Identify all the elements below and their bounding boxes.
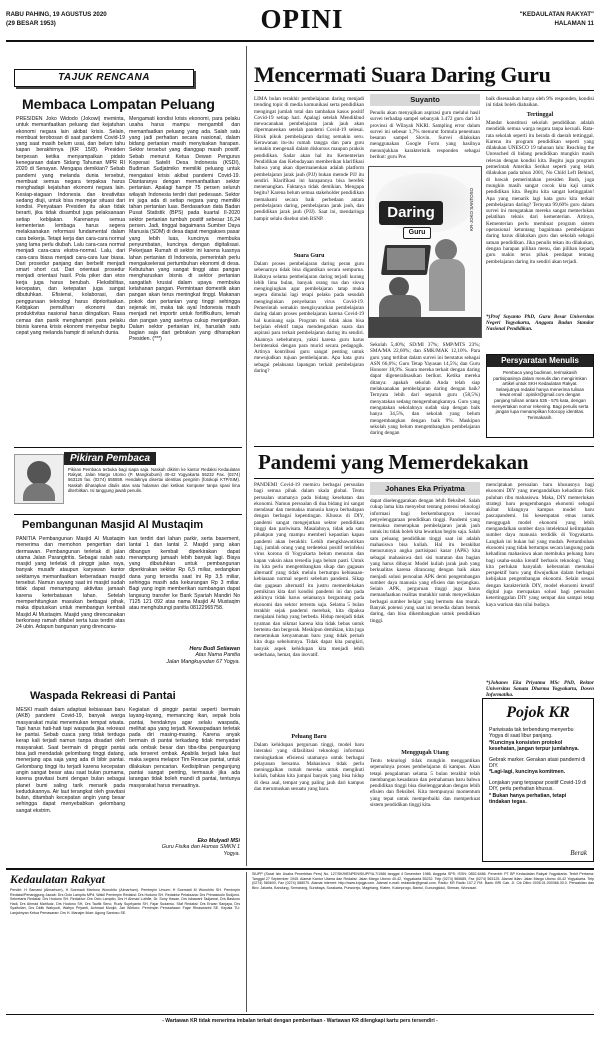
- footer-logo: Kedaulatan Rakyat: [10, 872, 106, 886]
- guru-label: Guru: [408, 229, 426, 236]
- pandemi-col2: dapat diselenggarakan dengan lebih fleksibel. Salah cukup lama kita menyebut tentang potensi teknologi informasi bagi berkembangnya inovasi penyelenggaraan pendidikan tinggi. Pandemi yang memaksa menerapkan pembelajaran jarak jauh untuk itu tidak boleh kita lewatkan begitu saja. Salah satu peluang pendidikan tinggi saat ini adalah mahasiswa bisa kuliah. Hal itu berakibat menurunnya angka partisipasi kasar (APK) kita sebagai mahasiswa dari sisi tuntutan dan bagian yang harus dibayar. Model kuliah jarak jauh yang berkualitas karena dirancang dengan baik akan menjadi solusi persoalan APK demi pengembangan sumber daya manusia yang efisien dan terjangkau. Selain APK, perguruan tinggi juga harus memanfaatkan realitas mutakhir untuk menyediakan berbagai sumber belajar yang bermutu dan murah. Banyak potensi yang saat ini tersedia dalam bentuk daring, dan bisa dikembangkan untuk pendidikan tinggi.: [370, 498, 480, 624]
- pojok-item2: Gebrak marker. Gerakan atasi pandemi di DIY.: [489, 756, 586, 770]
- masjid-col2: kan terdiri dari lahan parkir, serta basement, lantai 1 dan lantai 2. Masjid yang akan dibangun kembali diperkirakan dapat menampung jamaah lebih banyak lagi. Biaya yang dibutuhkan untuk pembangunan diperkirakan sekitar Rp 6,5 miliar, sedangkan dana yang tersedia saat ini Rp 3,5 miliar, sehingga masih ada kekurangan Rp 3 miliar. Bagi yang ingin memberikan sumbangan dapat langsung transfer ke Bank Syariah Mandiri No 7125 121 092 atas nama Masjid Al Mustaqim atau menghubungi panitia 08122965758.: [129, 536, 240, 612]
- persyaratan-box: [486, 354, 594, 438]
- footer-bottom-rule: [6, 1014, 594, 1015]
- daring-label: Daring: [387, 204, 435, 221]
- reader-icon: [27, 461, 51, 485]
- pojok-content: [489, 727, 587, 805]
- pojok-item2-comment: *Lagi-lagi, kuncinya komitmen.: [489, 769, 566, 776]
- pandemi-col2b: Tentu teknologi tidak mungkin menggantikan sepenuhnya proses pembelajaran di kampus. Akan tetapi pengalaman selama 5 bulan terakhir telah membangun kesadaran dan pemahaman baru bahwa pendidikan tinggi bisa diselenggarakan dengan lebih efisien dan fleksibel. Kita mempunyai momentum yang tepat untuk memperbaiki dan memperkuat sistem pendidikan tinggi kita.: [370, 758, 480, 809]
- pandemi-sub2: Menggugah Utang: [401, 750, 449, 756]
- tajuk-header-box: [14, 69, 194, 87]
- masthead: [6, 4, 594, 38]
- masjid-sig-name: Heru Budi Setiawan: [189, 646, 240, 652]
- pandemi-col1b: Dalam kehidupan perguruan tinggi, model baru interaksi yang difasilitasi teknologi informasi meningkatkan efisiensi utamanya untuk berbagai pelayanan bersama. Mahasiswa tidak perlu meninggalkan rumah mereka untuk mengikuti kuliah, bahkan kita jumpai banyak yang bisa hidup di desa asal, tempat yang paling jauh dari kampus dan merumuskan sesuatu yang baru.: [254, 742, 364, 793]
- waspada-col2: Kegiatan di pinggir pantai seperti bermain layang-layang, memancing ikan, sepak bola pantai, hendaknya agar selalu waspada, melihat apa yang terjadi. Kewaspadaan terletak pada diri masing-masing. Karena anyak bermain di pantai terkadang tidak menyadari ada ombak besar dan tiba-tiba penguunjung ada terseret ombak. Apabila terjadi laka laut maka segera melapor Tim Rescue pantai, untuk dilakukan pencarian. Kedisiplinan pengunjung pantai sangat penting, termasuk jika ada larangan tidak boleh mandi di pantai, tentunya masyarakat harus menaatinya.: [129, 707, 240, 789]
- waspada-sig-name: Eko Mulyadi MSi: [197, 838, 240, 844]
- waspada-sig-role: Guru Fisika dan Humas SMKN 1: [161, 844, 240, 851]
- guru-author: Suyanto: [410, 95, 440, 104]
- tajuk-col1: PRESIDEN Joko Widodo (Jokowi) meminta, untuk memanfaatkan peluang dari kejatuhan ekonomi negara lain akibat krisis. Selain, membuat terobosan di saat pandemi Covid-19 yang saat masih belum usai, dan belum tahu kapan berakhirnya (KR 15/8). Presiden berpesan ketika menyampaikan pidato kenegaraan dalam Sidang Tahunan MPR RI 2020 di Senayan. Mengapa demikian? Sebab pandemi yang melanda dunia tersebut, membuat semua negara terpaksa harus menghadapi kejatuhan ekonomi negara lain. Kesiap-siagaan Indonesia dan kreativitas sedang diuji, untuk bisa mengejar situasi dari kondisi. Penyataan Presiden itu akan tidak berarti, jika tidak disambut juga pelaksanaan setiap kebijakan. Karenanya semua kementerian lembaga harus segera melaksanakan reformasi fundamental dalam cara bekerja. Tetapi kerja dan cara-cara normal yang lama perlu diubah. Lalu cara-cara normal menjadi cara-cara ekstra-normal. Lalu, dari cara-cara biasa menjadi cara-cara luar biasa. Dari prosedur panjang dan berbelit menjadi smart short cut. Dari orientasi prosedur menjadi orientasi hasil. Pola piker dan etos kerja juga harus berubah. Fleksibilitas, kecepatan, dan ketepatan juga sangat dibutuhkan. Efisiensi, kolaborasi, dan penggunaan teknologi harus diprioritaskan. Kebijakan pemulihan ekonomi dan produktivitas nasional harus diingatkan. Rasa cemas dan panik menghampiri para pelaku bisnis karena krisis ekonomi menyebar begitu cepat yang melanda hampir di seluruh dunia.: [16, 116, 125, 337]
- pojok-title: Pojok KR: [506, 704, 570, 721]
- guru-title: Mencermati Suara Daring Guru: [254, 62, 551, 87]
- pojok-box: [482, 698, 594, 862]
- section-title: OPINI: [260, 4, 344, 34]
- guru-col1: LIMA bulan terakhir pembelajaran daring menjadi trending topic di media komunikasi serta pendidikan mengingat jumlah total dan tambahan kasus positif Covid-19 setiap hari. Apalagi setelah Mendikbud mewacanakan pembelajaran jarak jauh akan dipermanenkan setelah pandemi Covid-19 selesai. Hiruk pikuk pembelajaran daring semakin seru. Kerawanan itu-itu rumah tangga dan para guru semakin mengenali dalam diskursus maupun praksis pendidikan. Sadar akan hal itu Kementerian Pendidikan dan Kebudayaan memberikan klarifikasi bahwa yang akan dipermanenkan adalah platform pembelajaran jarak jauh (PJJ) bukan metode PJJ itu sendiri. Klarifikasi ini harapannya bisa berefek menenangkan. Faktanya tidak demikian. Mengapa begitu? Karena belum semua stakeholder pendidikan memahami secara baik perbedaan antara pembelajaran daring, pembelajaran jarak jauh, dan pendidikan jarak jauh (PJJ). Saat ini, mendaringa hampir selalu disebut oleh BSNP.: [254, 96, 364, 222]
- pandemi-author: Johanes Eka Priyatma: [385, 484, 465, 493]
- person2-head-icon: [389, 277, 409, 297]
- guru-title-rule: [254, 90, 594, 91]
- desk: [369, 317, 482, 338]
- guru-author-box: [370, 94, 480, 106]
- guru-signature: *)Prof Suyanto PhD, Guru Besar Universitas Negeri Yogyakarta, Anggota Badan Standar Nasional Pendidikan.: [486, 314, 594, 333]
- footer-divider: [246, 872, 247, 1012]
- left-column-divider: [246, 46, 247, 866]
- illustration-credit: KR-JOKO SANTOSO: [469, 187, 474, 231]
- persyaratan-header: Persyaratan Menulis: [487, 355, 593, 367]
- guru-col3b: Mandat konstitusi sekolah pendidikan adalah mendidik semua warga negara tanpa kecuali. Rata-rata sekolah seperti itu berada di daerah tertinggal. Karena itu program pendidikan seperti yang dilakukan UNESCO 19 tahunan lalu: Reaching the Unreached di bidang pendidikan mungkin masih relevan dengan kondisi kita. Begitu juga program pemerintah Amerika Serikat seperti yang telah dilakukan pada tahun 2001, No Child Left Behind, di bawah pemerintahan presiden Bush, juga mungkin masih sangat cocok kita kaji untuk pendidikan kita. Begitu kita sangat ketinggalan! Apa yang menarik lagi kata guru kita terkait pembelajaran daring? Ternyata 99,60% guru dalam survei ini mengatakan mereka sangat memerlukan pelatihan teknis dari kementerian. Artinya, Kementerian perlu membuat program sistem operasional ketuntang bagaimana pembelajaran daring harus dilakukan guru dan sekolah sebagai satuan pendidikan. Jika penulis tekan itu dilakukan, dengan harapan pilihan menu, dan pilihan kepada guru makin terus pihak pendapat tentang pembelajaran daring itu sendiri akan terjadi.: [486, 120, 594, 265]
- masthead-date: RABU PAHING, 19 AGUSTUS 2020: [6, 11, 107, 18]
- pandemi-title-rule: [254, 478, 594, 479]
- guru-badge: [403, 227, 431, 239]
- footer-left-text: Pendiri: H Samawi (Almarhum), H Soemadi Martono Wonohito (Almarhum). Pemimpin Umum: H Soemadi M Wonohito SH. Pemimpin Redaksi/Penanggung Jawab: Drs Octo Lampito MPd. Wakil Pemimpin Redaksi: Drs Hudono SH. Redaktur Pelaksana: Drs Primaswolo Sudjono. Sekretaris Redaksi: Drs Hudono SH. Redaktur: Drs Octo Lampito, Drs H Ahmad Luthfie, Dr. Sony Hasan, Drs Isbawani Tadjamal, Drs Baskoro Hadi, Drs Ahmad Mahfudz, Drs Hudono SH, Drs Taufik Seno, Rudy Supriyanto SH, Fajar Sudarwo. Staf Redaksi: Drs Erwan Sanjaya, Drs Syaifullah, Drs Didik Wahyudi, Wahyu Priyanti, Achmad Munjid, Jari Wintoro. Pemimpin Perusahaan: Fajar Rinaswarini SE. Kepala TU: Lanjahnyan Ketua Pemasaran: Drs H. Manajer Iklan: Agung Santoso SE.: [10, 888, 240, 915]
- waspada-sig-city: Yogya.: [223, 850, 240, 857]
- reader-body: [23, 483, 55, 501]
- guru-illustration: [368, 166, 482, 338]
- guru-bottom-rule: [254, 446, 594, 447]
- guru-col1b: Dalam proses pembelajaran daring peran guru sebenarnya tidak bisa digantikan secara sempurna. Baiknya selama pembelajaran daring terjadi kurang lebih lima bulan, banyak orang tua dan siswa mengingingkan agar pembelajaran tatap muka segera dimulai lagi tetapi pelaku pada sesudah menginginkan penyebaran virus Covid-19. Pemerintah semakin mengisyaratkan pembelajaran daring dalam proses pembelajaran karena Covid-19 hal kuninang saja. Program tni tidak akan bisa berjalan efektif tanpa mendengarkan suara dan aspirasi para terkait pembelajaran daring itu sendiri. Akannya sebelumnya, yakni karena guru harus berinteraksi dengan para murid secara pedagogik. Artinya kontribusi guru sangat penting untuk mewujudkan tujuan pembelajaran. Apa kata guru sebagai pelaksana lapangan terkait pembelajaran daring?: [254, 261, 364, 375]
- pojok-item3: Lonjakan yang terpapar positif Covid-19 di DIY, perlu perhatian khusus.: [489, 779, 587, 793]
- tajuk-header: TAJUK RENCANA: [58, 72, 150, 83]
- pikiran-logo: [14, 454, 64, 504]
- guru-col3: baik disesuaikan hanya oleh 9% responden, kondisi ini tidak boleh diabaikan.: [486, 96, 594, 109]
- pandemi-title: Pandemi yang Memerdekakan: [258, 450, 529, 474]
- footer-disclaimer: - Wartawan KR tidak menerima imbalan terkait dengan pemberitaan - Wartawan KR dilengkapi kartu pers tersendiri -: [162, 1018, 438, 1024]
- footer-right-text: SIUPP (Surat Izin Usaha Penerbitan Pers) No. 127/SK/MENPEN/SIUPP/A.7/1986 tanggal 4 Desember 1986. Anggota SPS: ISSN: 0852-6486. Penerbit: PT BP Kedaulatan Rakyat Yogyakarta. Terbit Pertama: Tanggal 27 September 1945. Alamat Kantor Utama dan Redaksi: Jalan Margo Utomo 40-42, Yogyakarta 55232. Telp (0274) 565685, Fax (0274) 563125. Alamat Iklan: Jalan Margo Utomo 40-42 Yogyakarta. Telp (0274) 580600, Fax (0274) 588070. Alamat Internet: http://www.krjogja.com. Alamat e-mail: redaksikr@gmail.com. Radio: KR Radio 107,2 FM. Bank: BRI Cab. Jl. Cik Ditiro 0035.01.000366.30.0. Perwakilan dan Biro: Jakarta, Bandung, Semarang, Surabaya, Surakarta, Purworejo, Magelang, Klaten, Kulonprogo, Bantul, Gunungkidul, Sleman, Wonosari.: [252, 872, 594, 890]
- tajuk-col2: Mengamati kondisi krisis ekonomi, para pelaku usaha harus mampu mengambil dan memanfaatkan peluang yang ada. Salah satu yang jadi perhatian secara nasional, dalam bidang pertanian masih menyisakan harapan. Sektor tersebut yang dianggap masih positif. Sebab menurut Ketua Dewan Pengurus Koperasi Satelit Desa Indonesia (KSDI), Budiman Sudjatmiko memiliki peluang untuk mengatasi krisis akibat pandemi Covid-19. Diantaranya dengan memanfaatkan sektor pertanian. Apalagi hampir 75 persen seluruh wilayah Indonesia terdiri dari pedesaan. Sektor ini juga ada di setiap negara yang memiliki tahan pertanian luas. Berdasarkan data Badan Pusat Statistik (BPS) pada kuartal II-2020 sektor pertanian tumbuh positif sebesar 16,24 persen. Jadi, tinggal bagaimana Sumber Daya Manusia (SDM) di desa dapat mengakses pasar yang lebih luas, kuncinya membuka penyumbatan, kuncinya dengan digitalisasi. Pekerjaan Rumah di sektor ini karena luasnya lahan pertanian di Indonesia, pemerintah perlu mengakselerasi pertumbuhan ekonomi di desa. Kebutuhan yang sangat tinggi atas pangan mengharuskan bisnis di sektor pertanian sangatlah krusial dalam upaya membuka ketahanan pangan. Permintaan domestik akan pangan akan terus meningkat tinggi. Makanan pokok dan pertanian yang tinggi sehingga sejenak ini, maka tak ayal Indonesia masih menjadi net importir untuk fortifikulturs, lemah dan pangan yang asetnya cukup menjanjikan. Dalam sektor pertanian ini, haruslah satu bagian saja dari gebrakan yang diharapkan Presiden. (***): [129, 116, 240, 343]
- pikiran-text: Pikiran Pembaca terbuka bagi siapa saja. Naskah dikirim ke kantor Redaksi Kedaulatan Rakyat, Jalan Margo Utomo (P. Mangkubumi) 40-42 Yogyakarta 55232 Fax. (0274) 563125 fax. (0274) 555559. Hendaknya disertai identitas pengirim (fotokopi KTP/SIM). Naskah diharapkan ditulis atas satu halaman dari ketikan komputer tanpa spasi lima diterbitkan. Isi tanggung jawab penulis.: [68, 467, 240, 493]
- masjid-sig-address: Jalan Mangkuyudan 67 Yogya.: [166, 658, 240, 665]
- persyaratan-text: Pembaca yang budiman, terimakasih partisipasinya dalam menulis dan mengirimkan artikel untuk SKH Kedaulatan Rakyat. Selanjutnya redaksi hanya menerima tulisan lewat email : opinikr@gmail.com dengan panjang tulisan antara 535 - 575 kata, dengan menyertakan nomor rekening. Bagi penulis serta jangan lupa menampilkan fotocopy identitas. Terimakasih.: [491, 370, 589, 420]
- pikiran-rule: [14, 514, 242, 515]
- guru-sub1: Suara Guru: [293, 253, 325, 259]
- masjid-col1: PANITIA Pembangunan Masjid Al Mustaqim menerima dan memohon pengertian dari dermawan. Pembangunan terletak di jalan utama Jalan Parangtritis. Sebagai salah satu masjid yang terletak di pinggir jalan raya, banyak musafir ataupun karyawan kantor sekitarnya memanfaatkan keberadaan masjid tersebut. Namun sayang saat ini masjid sudah tidak dapat menampung aktivitas jamaah karena keterbatasan lahan. Setelah memperhitungkan masukan berbagai pihak, maka diputuskan untuk membangun kembali Masjid Al Mustaqim. Masjid yang direncanakan berkonsep ramah difabel serta luas terdiri atas 24 ubin. Adapun bangunan yang direncana-: [16, 536, 125, 631]
- pandemi-sub1: Peluang Baru: [291, 734, 327, 740]
- waspada-signature: [129, 838, 240, 857]
- pikiran-header: Pikiran Pembaca: [64, 452, 156, 465]
- paper-name: "KEDAULATAN RAKYAT": [519, 11, 594, 18]
- footer-top-rule: [6, 868, 594, 870]
- guru-col2b: Sekolah 5,40%; SD/MI 37%; SMP/MTS 23%; SMA/MA 22,60%; dan SMK/MAK 12,10%. Para guru yang terlibat dalam survei ini berstatus sebagai ASN 66,6%; Guru Tetap Yayasan 14,5%; dan Guru Honorer 18,9%. Suara mereka terkait dengan daring dapat digeneralisasikan berikut. Ketika mereka ditanya: apakah sekolah Anda telah siap melaksanakan pembelajaran daring dengan baik? Ternyata lebih dari separuh guru (58,5%) menyatakan sedang mengembangkannya. Guru yang mengatakan sekolahnya sudah siap dengan baik hanya 34,5%, dan sekolah yang belum mengembangkan dengan baik 9%. Maskipun sekolah yang belum mengembangkan pembelajaran daring dengan: [370, 342, 480, 437]
- pojok-item1-comment: *Kuncinya konsisten protokol kesehatan, jangan terpur jumlahnya.: [489, 739, 579, 753]
- laptop-screen: [387, 248, 425, 270]
- pikiran-box: [14, 452, 242, 512]
- person-body-icon: [429, 259, 465, 311]
- pandemi-col3: menciptakan persoalan baru khususnya bagi ekonomi DIY yang mengandalkan kehadiran fisik puluhan ribu mahasiswa. Maka, DIY memerlukan strategi baru pengembangan ekonomi sebagai akibat hilangnya kampus model baru pascapandemi. Ini kesempatan emas untuk menggugah model ekonomi yang lebih mengandalkan sumber daya intelektual kelimpahan sumber daya manusia terdidik di Yogyakarta. Langkah ini bukan hal yang mudah. Pertumbuhan ekonomi yang tidak bertumpu secara langsung pada kehadiran mahasiswa akan membuka peluang baru bagi usaha-usaha kreatif berbasis teknologi. Yang kita perlukan hanyalah keberanian memakai perspektif baru yang diwujudkan dalam berbagai kebijakan pengembangan ekonomi. Selain sesuai dengan karakteristik DIY, model ekonomi kreatif digital juga merupakan solusi bagi persoalan ketertinggalan DIY yang sempat dan sampai tetap kaya warisan dan nilai budaya.: [486, 482, 594, 608]
- pandemi-author-box: [370, 482, 480, 495]
- waspada-title: Waspada Rekreasi di Pantai: [30, 690, 176, 702]
- tajuk-bottom-rule: [14, 447, 242, 448]
- waspada-col1: MESKI masih dalam adaptasi kebiasaan baru (AKB) pandemi Covid-19, banyak warga masyarakat mulai menemukan tempat wisata. Tapi harus hati-hati tapi waspada jika rekreasi ke pantai. Sebab cuaca yang tidak terduga kerap kali terjadi namun tanpa disadari oleh masyarakat. Saat bermain di pinggir pantai bisa jadi mendadak gelombang tinggi datang, menerjang apa saja yang ada di bibir pantai. Gelombang tinggi itu terjadi karena kecepatan angin sangat besar atau saat bulan purnama, karena gravitasi bumi dengan bulan sebagai planet bumi saling tarik menarik pada kedudukannya. Air laut terangkat oleh gravitasi bulan, ditambah kecepatan angin yang besar sehingga dapat menyebabkan gelombang sangat ekstrim.: [16, 707, 125, 814]
- pojok-item1: Pariwisata tak terbendung menyerbu Yogya di saat libur panjang.: [489, 727, 574, 740]
- page-number: HALAMAN 11: [554, 20, 594, 27]
- masjid-title: Pembangunan Masjid Al Mustaqim: [22, 519, 204, 531]
- masthead-javanese-date: (29 BESAR 1953): [6, 20, 56, 27]
- masjid-signature: [129, 646, 240, 665]
- pandemi-col1: PANDEMI Covid-19 memicu berbagai persoalan bagi semua pihak dalam skala global. Tentu persoalan utamanya pada bidang kesehatan dan ekonomi. Namun persoalan di dua bidang ini sangat mendasar dan memaksa manusia hanya berhadapan dengan berbagai kepentingan. Khusus di DIY, pandemi sangat mengejutkan sektor pendidikan tinggi dan pariwisata. Masalahnya, tidak ada satu pihakpun yang mampu memberi kepastian kapan pandemi akan berakhir. Lebih mengkhawatirkan lagi, jumlah orang yang terdeteksi positif terinfeksi virus korona di Yogyakarta belum menurun dan kapan vaksin akan tersedia juga belum pasti. Untuk itu kita perlu mengembangkan sikap dan gagasan alternatif yang tidak melulu bertumpu kebiasaan-kebiasaan normal seperti sebelum pandemi. Sikap dan gagasan alternatif itu justru memerdekakan pemikiran kita dari kondisi pandemi ini dan pada akhirnya tidak harus selamanya bergantung pada ekonomi dan sektor tertentu saja. Selama 5 bulan terakhir sejak pandemi merebak, kita dipaksa menjalani hidup yang berbeda. Hidup menjadi tidak nyaman dan nikmat karena kita tidak bebas untuk bertemu dan bergerak. Meskipun demikian, kita juga menemukan kenyamanan baru yang tidak pernah kita duga sebelumnya. Tidak dapat kita pungkiri, banyak aspek kehidupan kita menjadi lebih sederhana, hemat, dan inovatif.: [254, 482, 364, 659]
- masthead-rule: [6, 40, 594, 42]
- speech-bubble: [379, 201, 443, 225]
- tajuk-title: Membaca Lompatan Peluang: [22, 96, 215, 112]
- guru-col2: Penulis akan menyajikan aspirasi guru melalui hasil survei terhadap sampel sebanyak 3.472 guru dari 34 provinsi di Wilayah NKRI. Sampling error dalam survei ini sebesar 1,7% menurut formula penentuan besaran sampel Slovin. Survei dilakukan menggunakan Google Form yang hasilnya menunjukkan karakteristik responden sebagai berikut: guru Pns: [370, 110, 480, 161]
- pojok-item3-comment: * Bukan hanya perhatian, tetapi tindakan tegas.: [489, 792, 567, 806]
- pandemi-signature: *)Johanes Eka Priyatma MSc PhD, Rektor Universitas Sanata Dharma Yogyakarta, Dosen Informatika.: [486, 680, 594, 699]
- guru-sub2: Tertinggal: [526, 112, 554, 118]
- pojok-signature: Berak: [570, 849, 587, 857]
- person-head-icon: [435, 239, 457, 261]
- masjid-sig-role: Atas Nama Panitia: [195, 652, 240, 659]
